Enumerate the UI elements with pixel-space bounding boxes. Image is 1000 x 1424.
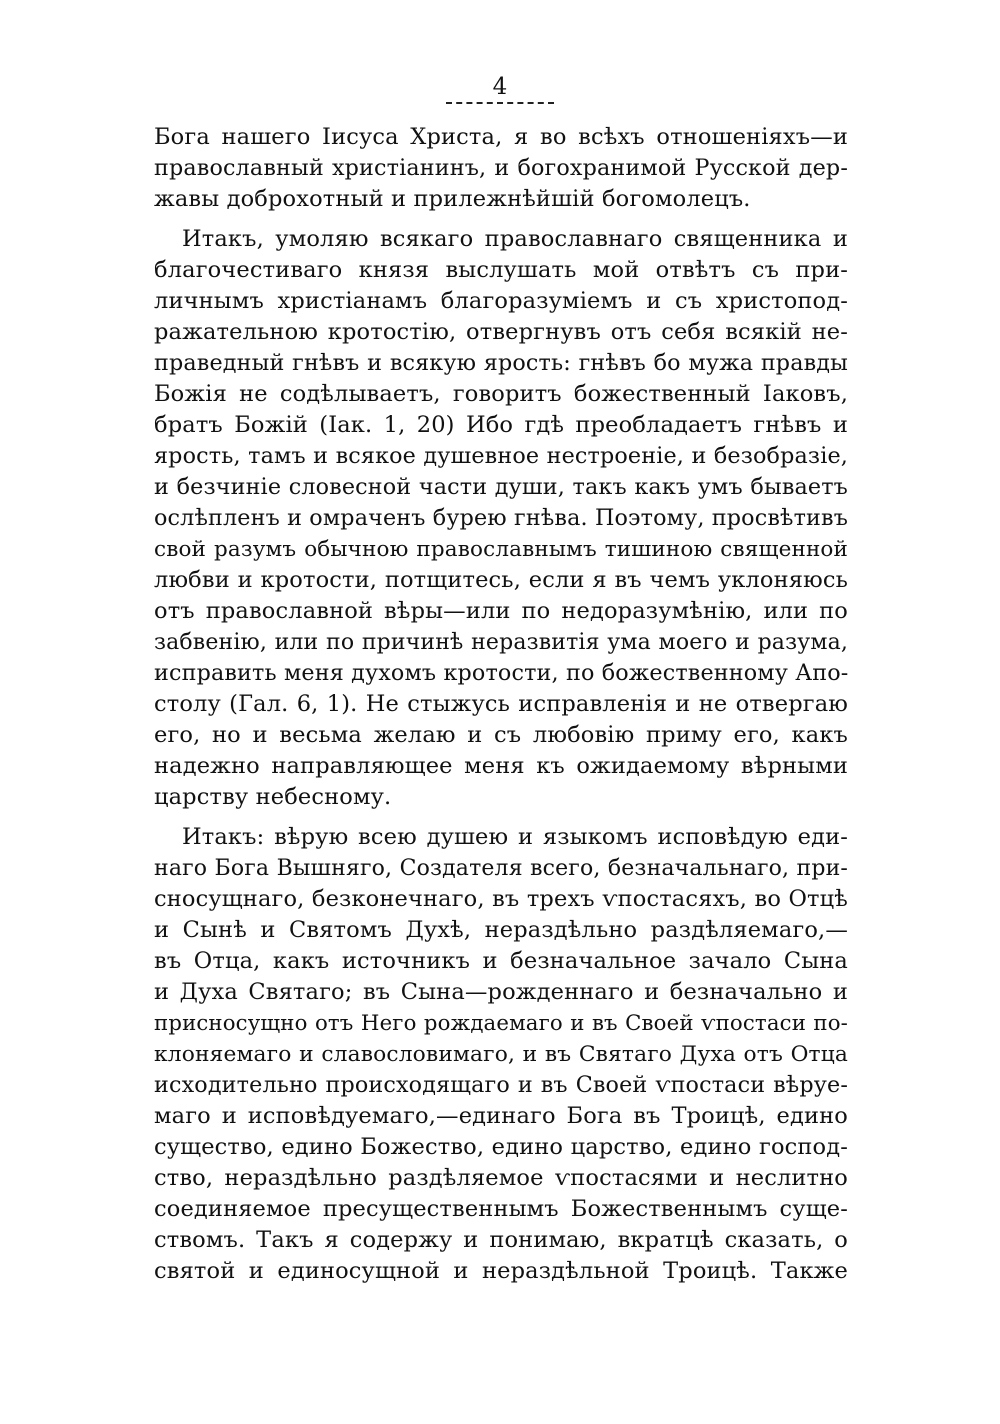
page-number: 4 (492, 74, 508, 100)
paragraph-gap (154, 813, 848, 822)
body-text (154, 122, 848, 1287)
text-line: и безчиніе словесной части души, такъ какъ умъ бываетъ (154, 474, 848, 500)
text-line: благочестиваго князя выслушать мой отвѣтъ съ при- (154, 257, 848, 283)
text-line: святой и единосущной и нераздѣльной Троицѣ. Также (154, 1258, 848, 1284)
text-line: отъ православной вѣры—или по недоразумѣнію, или по (154, 598, 848, 624)
text-line: ражательною кротостію, отвергнувъ отъ себя всякій не- (154, 319, 848, 345)
text-line: надежно направляющее меня къ ожидаемому вѣрными (154, 753, 848, 779)
paragraph (154, 224, 848, 813)
text-line: любви и кротости, потщитесь, если я въ чемъ уклоняюсь (154, 567, 848, 593)
text-line: Божія не содѣлываетъ, говоритъ божественный Іаковъ, (154, 381, 848, 407)
text-line: въ Отца, какъ источникъ и безначальное зачало Сына (154, 948, 848, 974)
paragraph (154, 822, 848, 1287)
text-line: ство, нераздѣльно раздѣляемое ѵпостасями и неслитно (154, 1165, 848, 1191)
text-line: ослѣпленъ и омраченъ бурею гнѣва. Поэтому, просвѣтивъ (154, 505, 848, 531)
text-line: столу (Гал. 6, 1). Не стыжусь исправленія и не отвергаю (154, 691, 848, 717)
page-header (440, 74, 560, 104)
text-line: жавы доброхотный и прилежнѣйшій богомолецъ. (154, 186, 751, 212)
text-line: исходительно происходящаго и въ Своей ѵпостаси вѣруе- (154, 1072, 848, 1098)
text-line: и Духа Святаго; въ Сына—рожденнаго и безначально и (154, 979, 848, 1005)
text-line: Итакъ: вѣрую всею душею и языкомъ исповѣдую еди- (182, 824, 848, 850)
text-line: ствомъ. Такъ я содержу и понимаю, вкратцѣ сказать, о (154, 1227, 848, 1253)
text-line: братъ Божій (Іак. 1, 20) Ибо гдѣ преобладаетъ гнѣвъ и (154, 412, 848, 438)
paragraph (154, 122, 848, 215)
header-rule (446, 102, 554, 104)
text-line: существо, едино Божество, едино царство, едино господ- (154, 1134, 848, 1160)
text-line: его, но и весьма желаю и съ любовію приму его, какъ (154, 722, 848, 748)
text-line: клоняемаго и славословимаго, и въ Святаго Духа отъ Отца (154, 1042, 848, 1067)
text-line: присносущно отъ Него рождаемаго и въ Своей ѵпостаси по- (154, 1011, 848, 1036)
text-line: ярость, тамъ и всякое душевное нестроеніе, и безобразіе, (154, 443, 848, 469)
text-line: забвенію, или по причинѣ неразвитія ума моего и разума, (154, 630, 848, 655)
text-line: наго Бога Вышняго, Создателя всего, безначальнаго, при- (154, 856, 848, 881)
text-line: Бога нашего Іисуса Христа, я во всѣхъ отношеніяхъ—и (154, 124, 848, 150)
text-line: праведный гнѣвъ и всякую ярость: гнѣвъ бо мужа правды (154, 350, 848, 376)
text-line: православный христіанинъ, и богохранимой Русской дер- (154, 155, 848, 181)
text-line: маго и исповѣдуемаго,—единаго Бога въ Троицѣ, едино (154, 1103, 848, 1129)
paragraph-gap (154, 215, 848, 224)
text-line: свой разумъ обычною православнымъ тишиною священной (154, 537, 848, 562)
text-line: Итакъ, умоляю всякаго православнаго священника и (182, 226, 848, 252)
text-line: соединяемое пресущественнымъ Божественнымъ суще- (154, 1196, 848, 1222)
text-line: сносущнаго, безконечнаго, въ трехъ ѵпостасяхъ, во Отцѣ (154, 886, 848, 912)
text-line: царству небесному. (154, 784, 392, 810)
text-line: личнымъ христіанамъ благоразуміемъ и съ христопод- (154, 288, 848, 314)
text-line: исправить меня духомъ кротости, по божественному Апо- (154, 660, 848, 686)
text-line: и Сынѣ и Святомъ Духѣ, нераздѣльно раздѣляемаго,— (154, 917, 848, 943)
